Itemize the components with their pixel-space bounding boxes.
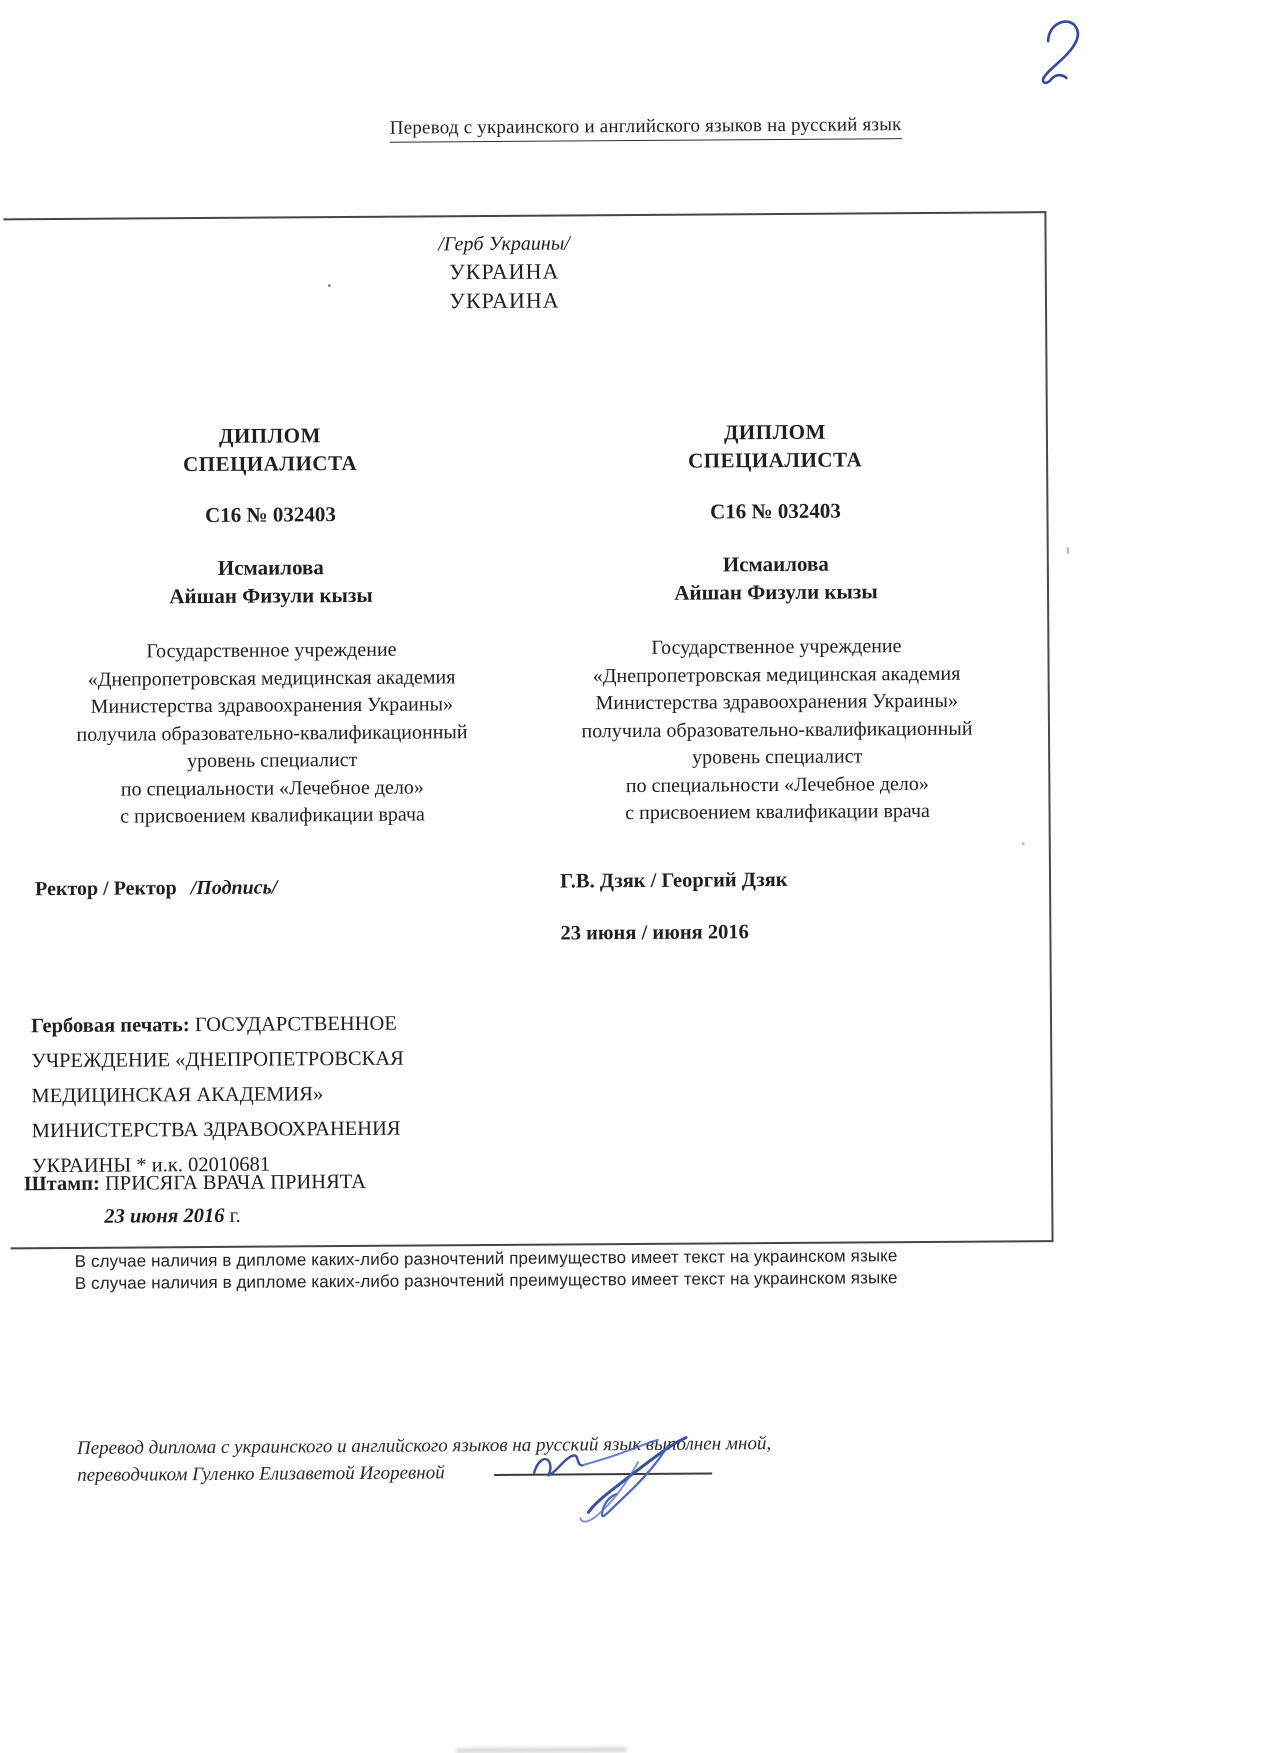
diploma-translation-frame (3, 211, 1053, 1249)
scan-speckle (1067, 547, 1069, 554)
stamp-label: Штамп: (24, 1172, 100, 1196)
diploma-title: ДИПЛОМ СПЕЦИАЛИСТА (182, 423, 358, 477)
signature-placeholder-note: /Подпись/ (190, 876, 278, 900)
oath-stamp-note: Штамп: ПРИСЯГА ВРАЧА ПРИНЯТА 23 июня 2016 г. (24, 1170, 367, 1228)
diploma-column-right (535, 416, 1018, 828)
graduate-name: Исмаилова Айшан Физули кызы (674, 551, 878, 605)
stamp-date: 23 июня 2016 (104, 1204, 225, 1228)
diploma-column-left (30, 420, 513, 832)
translator-certification: Перевод диплома с украинского и английского языков на русский язык выполнен мной, переводчиком Гуленко Елизаветой Игоревной (76, 1433, 772, 1486)
rector-signature-line (35, 877, 277, 902)
scan-speckle (1022, 842, 1025, 845)
translator-signature-icon (516, 1413, 717, 1526)
diploma-body-text: Государственное учреждение «Днепропетровская медицинская академия Министерства здравоохранения Украины» получила образовательно-квалификационный уровень специалист по специальности «Лечебное дело» с присвоением квалификации врача (76, 638, 468, 828)
scan-speckle (328, 284, 331, 287)
official-seal-note: Гербовая печать: ГОСУДАРСТВЕННОЕ УЧРЕЖДЕНИЕ «ДНЕПРОПЕТРОВСКАЯ МЕДИЦИНСКАЯ АКАДЕМИЯ» МИНИСТЕРСТВА ЗДРАВООХРАНЕНИЯ УКРАИНЫ * и.к. 02010681 (30, 1012, 404, 1178)
rector-name: Г.В. Дзяк / Георгий Дзяк (559, 868, 788, 893)
country-name-line1: УКРАИНА (449, 258, 560, 285)
diploma-title: ДИПЛОМ СПЕЦИАЛИСТА (687, 419, 863, 473)
diploma-body-text: Государственное учреждение «Днепропетровская медицинская академия Министерства здравоохранения Украины» получила образовательно-квалификационный уровень специалист по специальности «Лечебное дело» с присвоением квалификации врача (581, 635, 973, 825)
translation-header: Перевод с украинского и английского языков на русский язык (390, 114, 902, 143)
coat-of-arms-block (4, 227, 1006, 318)
diploma-number: С16 № 032403 (709, 498, 841, 524)
coat-of-arms-note: /Герб Украины/ (438, 232, 570, 256)
graduate-name: Исмаилова Айшан Физули кызы (169, 555, 373, 609)
diploma-date: 23 июня / июня 2016 (560, 921, 749, 945)
rector-label: Ректор / Ректор (34, 877, 177, 901)
diploma-number: С16 № 032403 (204, 502, 336, 528)
scan-smudge (456, 1747, 626, 1753)
country-name-line2: УКРАИНА (449, 287, 560, 314)
handwritten-page-number-icon (1034, 13, 1099, 85)
discrepancy-notice-line2: В случае наличия в дипломе каких-либо разночтений преимущество имеет текст на украинском языке (74, 1268, 898, 1293)
seal-label: Гербовая печать: (30, 1014, 190, 1038)
discrepancy-notice-line1: В случае наличия в дипломе каких-либо разночтений преимущество имеет текст на украинском языке (74, 1246, 898, 1271)
